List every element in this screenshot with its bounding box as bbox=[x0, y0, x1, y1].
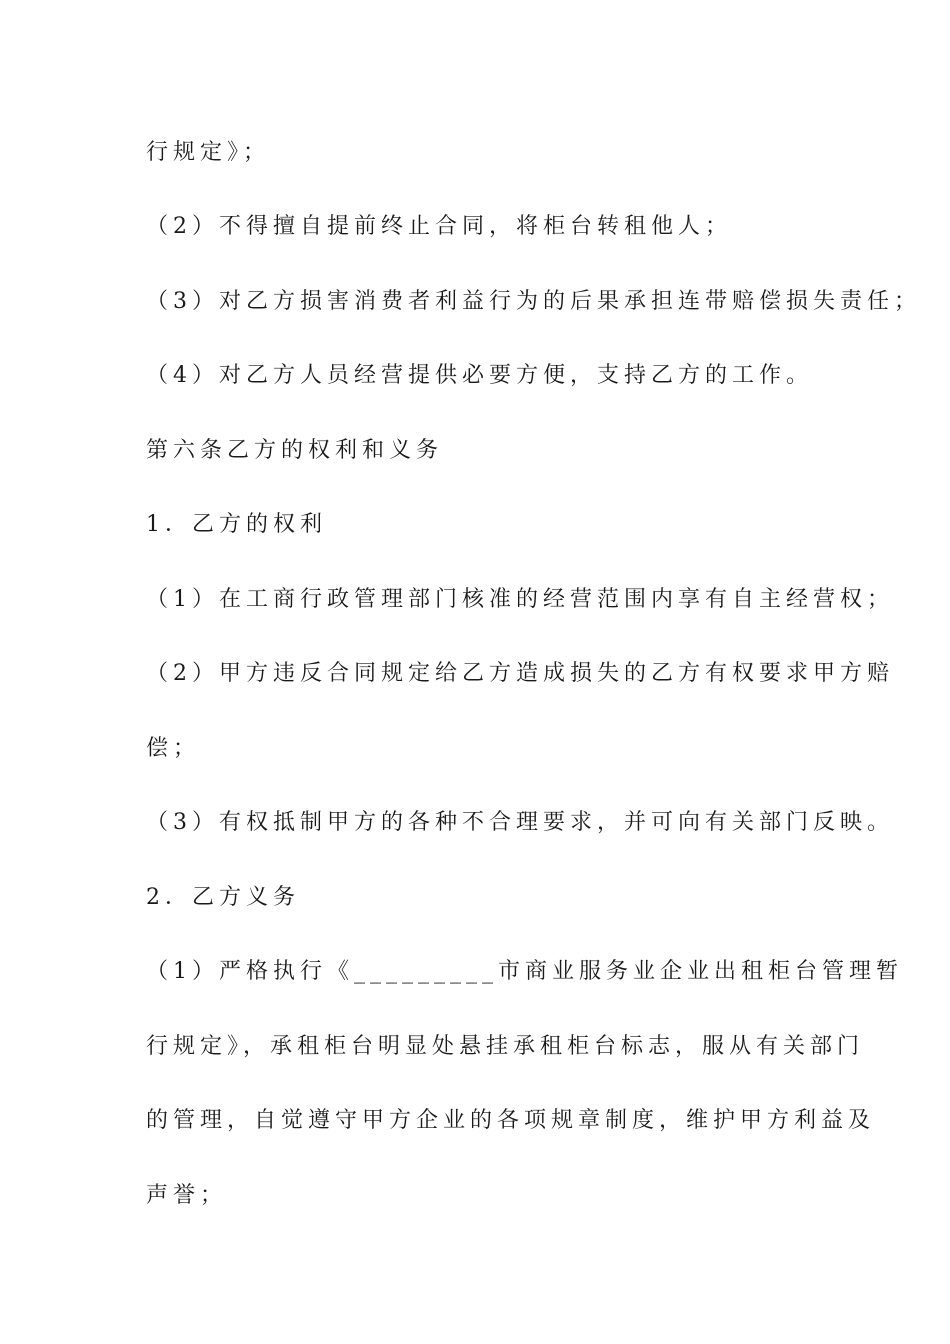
subsection-heading: 2．乙方义务 bbox=[146, 885, 300, 910]
text-line: （1）严格执行《_________市商业服务业企业出租柜台管理暂 bbox=[146, 959, 903, 984]
section-heading: 第六条乙方的权利和义务 bbox=[146, 438, 444, 463]
text-line: （3）对乙方损害消费者利益行为的后果承担连带赔偿损失责任； bbox=[146, 289, 921, 314]
text-line: （1）在工商行政管理部门核准的经营范围内享有自主经营权； bbox=[146, 587, 894, 612]
text-line: 行规定》； bbox=[146, 140, 271, 165]
text-line: 声誉； bbox=[146, 1183, 228, 1208]
text-line: （2）甲方违反合同规定给乙方造成损失的乙方有权要求甲方赔 bbox=[146, 661, 894, 686]
text-line: （3）有权抵制甲方的各种不合理要求，并可向有关部门反映。 bbox=[146, 810, 894, 835]
text-line: 行规定》，承租柜台明显处悬挂承租柜台标志，服从有关部门 bbox=[146, 1034, 865, 1059]
text-line: （2）不得擅自提前终止合同，将柜台转租他人； bbox=[146, 214, 732, 239]
text-line: （4）对乙方人员经营提供必要方便，支持乙方的工作。 bbox=[146, 363, 813, 388]
subsection-heading: 1．乙方的权利 bbox=[146, 512, 327, 537]
text-line: 的管理，自觉遵守甲方企业的各项规章制度，维护甲方利益及 bbox=[146, 1108, 876, 1133]
text-line: 偿； bbox=[146, 736, 201, 761]
